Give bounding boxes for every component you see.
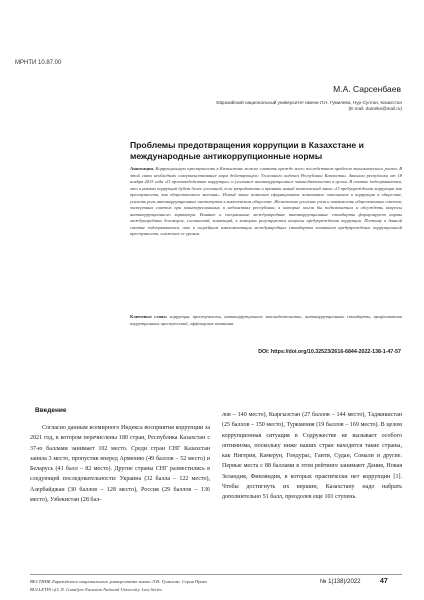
author-name: М.А. Сарсенбаев bbox=[333, 84, 401, 94]
author-affiliation bbox=[102, 100, 402, 112]
page-number: 47 bbox=[380, 578, 388, 585]
keywords bbox=[130, 314, 402, 327]
keywords-text: коррупция, преступность, антикоррупционное законодательство, антикоррупционные стандарты, профилактика коррупционных преступлений, оффшорные компании. bbox=[130, 314, 402, 326]
footer-journal-ru: ВЕСТНИК Евразийского национального университета имени Л.Н. Гумилева. Серия Право bbox=[30, 579, 208, 584]
keywords-label: Ключевые слова: bbox=[130, 314, 168, 319]
article-title: Проблемы предотвращения коррупции в Казахстане и международные антикоррупционные нормы bbox=[130, 140, 364, 161]
author-email: (E-mail: dameke@mail.ru) bbox=[348, 106, 402, 111]
affiliation-text: Евразийский национальный университет имени Л.Н. Гумилева, Нур-Султан, Казахстан bbox=[216, 100, 402, 105]
footer-journal bbox=[30, 578, 290, 594]
body-left-column: Согласно данным всемирного Индекса восприятия коррупции за 2021 год, в котором перечислены 180 стран, Республика Казахстан с 37-ю баллами занимает 102 место. Среди стран СНГ Казахстан заняла 3 место, пропустив вперед Армению (49 баллов – 52 место) и Беларусь (41 балл – 82 место). Другие страны СНГ разместились в следующей последовательности: Украина (32 балла – 122 место), Азербайджан (30 баллов – 128 место), Россия (29 баллов – 136 место), Узбекистан (28 бал- bbox=[30, 425, 210, 504]
abstract bbox=[130, 166, 402, 238]
footer-journal-en: BULLETIN of L.N. Gumilyov Eurasian National University. Law Series bbox=[30, 587, 162, 592]
mrnti-code: МРНТИ 10.87.00 bbox=[15, 60, 62, 66]
doi-link[interactable]: DOI: https://doi.org/10.32523/2616-6844-2022-138-1-47-57 bbox=[258, 349, 401, 355]
section-heading: Введение bbox=[35, 407, 67, 414]
body-right-column: лов – 140 место), Кыргызстан (27 баллов – 144 место), Таджикистан (25 баллов – 150 место), Туркмения (19 баллов – 169 место). В целом коррупционная ситуация в Содружестве не вызывает особого оптимизма, поскольку ниже наших стран находятся такие страны, как Нигерия, Камерун, Гондурас, Гаити, Судан, Сомали и другие. Первые места с 88 баллами в этом рейтинге занимают Дания, Новая Зеландия, Финляндия, в которых практически нет коррупции [1]. Чтобы достигнуть их вершин, Казахстану надо набрать дополнительно 51 балл, преодолев еще 101 ступень. bbox=[222, 412, 402, 501]
footer-issue: № 1(138)/2022 bbox=[320, 579, 361, 585]
abstract-text: Коррупционную преступность в Казахстане можно считать прежде всего последствием пробелов экономического роста. В этой связи необходимо совершенствование норм действующего Уголовного кодекса Республики Казахстан. Законом республики от 18 ноября 2015 года «О противодействии коррупции» и уголовное антикоррупционное законодательство в целом. В статье подчеркивается, что в рамках коррупций будет более успешной, если разработать и принять новый комплексный закон «О предупреждении коррупции как преступности, как общественного явления». Новый закон позволит сформировать позитивное отношение к коррупции в обществе, усилить роль антикоррупционных институтов в комплексном обществе. Желательно усиление роли и значимость общественных советов, экспертных советов при заинтересованных и ведомствах республики, в которые могли бы подключаться и обсуждать вопросы антикоррупционного характера. Влияние и специальные международные антикоррупционные стандарты формулируют нормы международных договоров, соглашений, конвенций, в которых регулируются вопросы предупреждения коррупции. Поэтому в данной статье подчеркивается, что в скорейшем имплементации международных стандартов возникнет предупреждение коррупционной преступности, снижение ее уровня. bbox=[130, 166, 403, 236]
abstract-label: Аннотация. bbox=[130, 166, 155, 171]
footer-divider bbox=[30, 574, 402, 575]
